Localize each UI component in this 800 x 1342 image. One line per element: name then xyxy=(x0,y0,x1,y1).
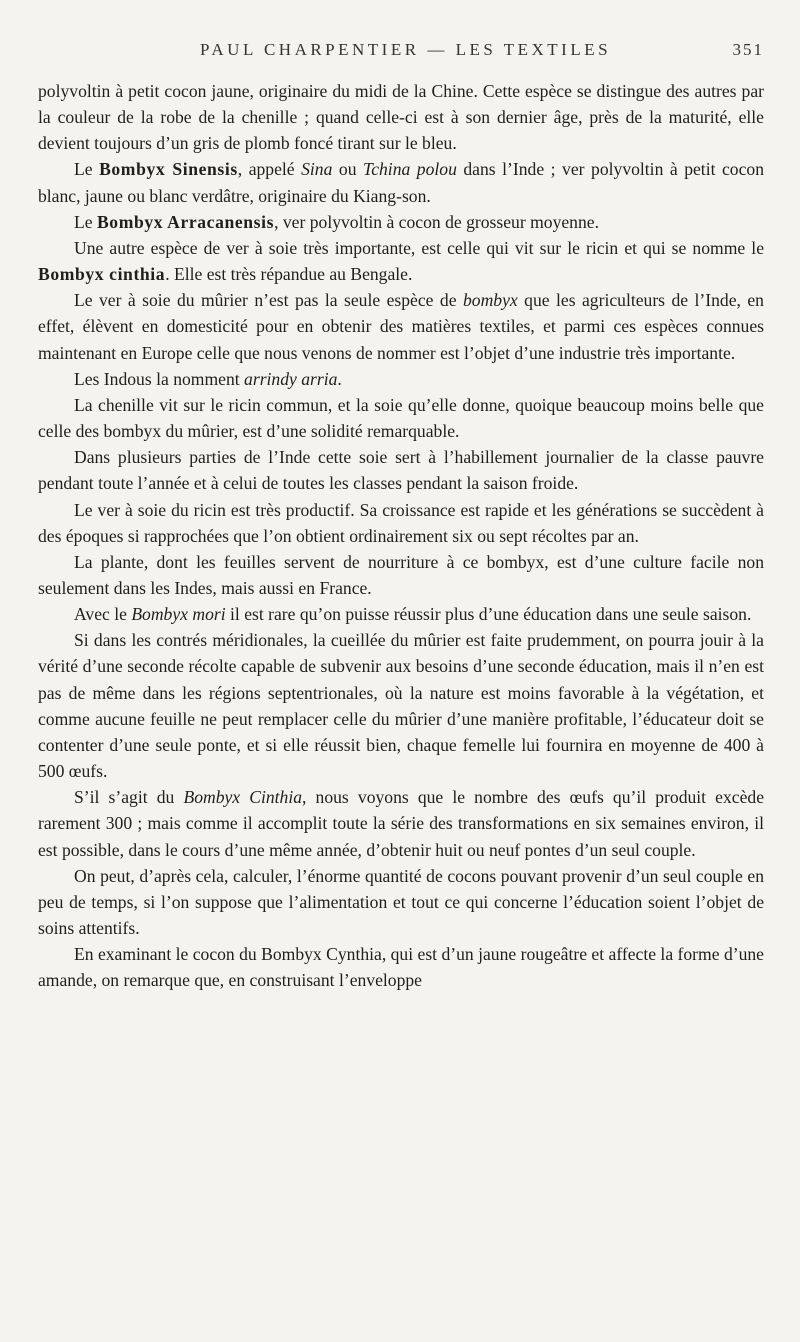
text-run: En examinant le cocon du Bombyx Cynthia, qui est d’un jaune rougeâtre et affecte la forme d’une amande, on remarque que, en construisant l’enveloppe xyxy=(38,944,764,991)
text-run: dans l’Inde ; ver polyvoltin à petit cocon blanc, jaune ou blanc verdâtre, originaire du Kiang-son. xyxy=(38,159,764,206)
paragraph xyxy=(38,941,764,993)
paragraph xyxy=(38,601,764,627)
text-run: Les Indous la nomment xyxy=(74,368,245,389)
species-name: Bombyx cinthia xyxy=(38,264,166,285)
species-name: Bombyx Arracanensis xyxy=(96,211,275,232)
running-title: PAUL CHARPENTIER — LES TEXTILES xyxy=(200,40,612,59)
paragraph xyxy=(38,784,764,862)
italic-term: Tchina polou xyxy=(363,159,457,180)
text-run: Dans plusieurs parties de l’Inde cette soie sert à l’habillement journalier de la classe pauvre pendant toute l’année et à celui de toutes les classes pendant la saison froide. xyxy=(38,447,764,494)
paragraph xyxy=(38,549,764,601)
text-run: . Elle est très répandue au Bengale. xyxy=(165,264,413,285)
text-run: S’il s’agit du xyxy=(74,787,184,808)
text-run: polyvoltin à petit cocon jaune, originaire du midi de la Chine. Cette espèce se distingue des autres par la couleur de la robe de la chenille ; quand celle-ci est à son dernier âge, près de la maturité, elle devient toujours d’un gris de plomb foncé tirant sur le bleu. xyxy=(38,81,764,154)
text-run: La plante, dont les feuilles servent de nourriture à ce bombyx, est d’une culture facile non seulement dans les Indes, mais aussi en France. xyxy=(38,551,764,598)
paragraph xyxy=(38,287,764,365)
page-number: 351 xyxy=(732,40,764,59)
text-run: , nous voyons que le nombre des œufs qu’il produit excède rarement 300 ; mais comme il accomplit toute la série des transformations en six semaines environ, il est possible, dans le cours d’une même année, d’obtenir huit ou neuf pontes d’un seul couple. xyxy=(38,787,765,860)
italic-term: bombyx xyxy=(462,290,518,311)
paragraph xyxy=(38,444,764,496)
text-run: Le xyxy=(74,159,100,180)
text-run: On peut, d’après cela, calculer, l’énorme quantité de cocons pouvant provenir d’un seul couple en peu de temps, si l’on suppose que l’alimentation et tout ce qui concerne l’éducation soient l’objet de soins attentifs. xyxy=(38,865,764,938)
text-run: , ver polyvoltin à cocon de grosseur moyenne. xyxy=(274,211,599,232)
text-run: Avec le xyxy=(74,604,132,625)
page-header xyxy=(0,40,800,70)
text-run: , appelé xyxy=(237,159,302,180)
text-run: ou xyxy=(332,159,364,180)
text-run: La chenille vit sur le ricin commun, et la soie qu’elle donne, quoique beaucoup moins belle que celle des bombyx du mûrier, est d’une solidité remarquable. xyxy=(38,394,764,442)
italic-term: Bombyx mori xyxy=(131,604,226,625)
text-run: Le xyxy=(74,211,97,232)
paragraph xyxy=(38,156,764,208)
paragraph xyxy=(38,366,764,392)
species-name: Bombyx Sinensis xyxy=(99,159,238,180)
italic-term: Sina xyxy=(301,159,333,180)
paragraph xyxy=(38,863,764,941)
paragraph xyxy=(38,235,764,287)
italic-term: arrindy arria xyxy=(244,368,338,389)
text-run: Si dans les contrés méridionales, la cueillée du mûrier est faite prudemment, on pourra jouir à la vérité d’une seconde récolte capable de subvenir aux besoins d’une seconde éducation, mais il n’en est pas de même dans les régions septentrionales, où la nature est moins favorable à la végétation, et comme aucune feuille ne peut remplacer celle du mûrier d’une manière profitable, l’éducateur doit se contenter d’une seule ponte, et si elle réussit bien, chaque femelle lui fournira en moyenne de 400 à 500 œufs. xyxy=(38,630,764,782)
text-run: Le ver à soie du mûrier n’est pas la seule espèce de xyxy=(74,290,463,311)
paragraph xyxy=(38,209,764,235)
paragraph xyxy=(38,627,764,784)
text-run: il est rare qu’on puisse réussir plus d’une éducation dans une seule saison. xyxy=(225,604,752,625)
text-run: Une autre espèce de ver à soie très importante, est celle qui vit sur le ricin et qui se nomme le xyxy=(74,237,764,258)
paragraph xyxy=(38,392,764,444)
paragraph xyxy=(38,497,764,549)
text-run: que les agriculteurs de l’Inde, en effet, élèvent en domesticité pour en obtenir des matières textiles, et parmi ces espèces connues maintenant en Europe celle que nous venons de nommer est l’objet d’une industrie très importante. xyxy=(38,290,764,363)
italic-term: Bombyx Cinthia xyxy=(183,787,303,808)
paragraph xyxy=(38,78,764,156)
text-run: Le ver à soie du ricin est très productif. Sa croissance est rapide et les générations se succèdent à des époques si rapprochées que l’on obtient ordinairement six ou sept récoltes par an. xyxy=(38,499,764,546)
text-run: . xyxy=(337,368,342,389)
body-text xyxy=(38,78,764,993)
